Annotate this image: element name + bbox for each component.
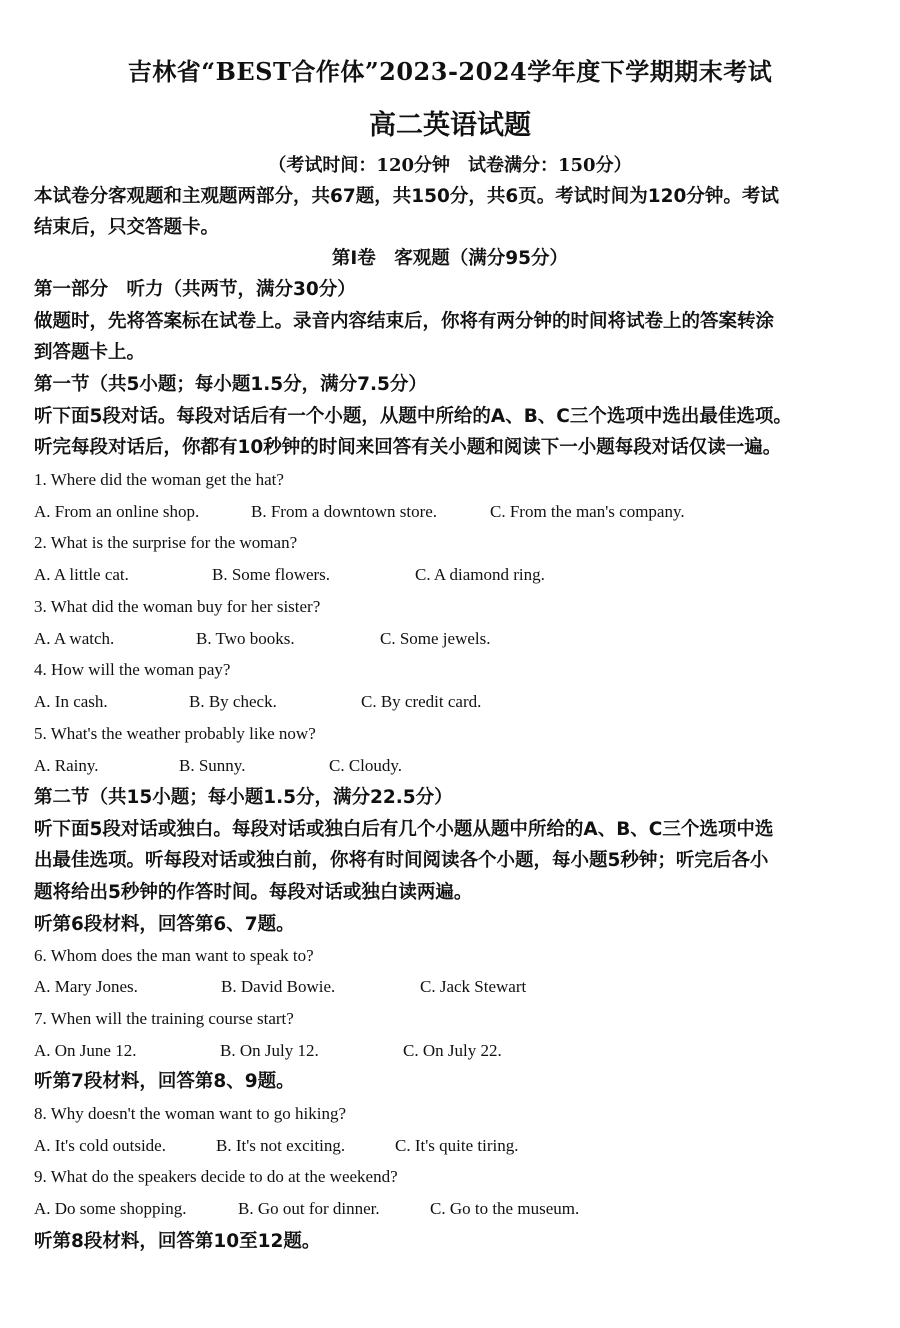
exam-meta: （考试时间：120分钟 试卷满分：150分） [268, 155, 632, 176]
intro-line-1: 本试卷分客观题和主观题两部分，共67题，共150分，共6页。考试时间为120分钟。考试 [34, 186, 779, 207]
part1-instruction-1: 做题时，先将答案标在试卷上。录音内容结束后，你将有两分钟的时间将试卷上的答案转涂 [34, 311, 775, 332]
option-3c: C. Some jewels. [380, 629, 491, 648]
option-5b: B. Sunny. [179, 756, 246, 775]
option-4c: C. By credit card. [361, 692, 482, 711]
options-6 [34, 977, 870, 997]
material-8-heading: 听第8段材料，回答第10至12题。 [34, 1231, 321, 1252]
option-9c: C. Go to the museum. [430, 1199, 580, 1218]
option-1b: B. From a downtown store. [251, 502, 438, 521]
volume-title: 第Ⅰ卷 客观题（满分95分） [331, 248, 569, 269]
section2-instruction-2: 出最佳选项。听每段对话或独白前，你将有时间阅读各个小题，每小题5秒钟；听完后各小 [34, 850, 769, 871]
options-5 [34, 756, 870, 776]
section1-instruction-1: 听下面5段对话。每段对话后有一个小题，从题中所给的A、B、C三个选项中选出最佳选项。 [34, 406, 792, 427]
part1-instruction-2: 到答题卡上。 [34, 342, 146, 363]
question-9: 9. What do the speakers decide to do at the weekend? [34, 1167, 398, 1186]
exam-subtitle: 高二英语试题 [369, 110, 531, 141]
options-4 [34, 692, 870, 712]
option-6b: B. David Bowie. [221, 977, 336, 996]
exam-title: 吉林省“BEST合作体”2023-2024学年度下学期期末考试 [127, 57, 773, 86]
option-4b: B. By check. [189, 692, 277, 711]
option-3a: A. A watch. [34, 629, 115, 648]
option-2a: A. A little cat. [34, 565, 129, 584]
option-7b: B. On July 12. [220, 1041, 319, 1060]
option-9b: B. Go out for dinner. [238, 1199, 380, 1218]
option-5a: A. Rainy. [34, 756, 99, 775]
options-9 [34, 1199, 870, 1219]
option-3b: B. Two books. [196, 629, 295, 648]
option-8a: A. It's cold outside. [34, 1136, 166, 1155]
option-8b: B. It's not exciting. [216, 1136, 346, 1155]
intro-line-2: 结束后，只交答题卡。 [34, 217, 220, 238]
option-1c: C. From the man's company. [490, 502, 685, 521]
option-6a: A. Mary Jones. [34, 977, 138, 996]
section2-instruction-3: 题将给出5秒钟的作答时间。每段对话或独白读两遍。 [34, 882, 473, 903]
question-2: 2. What is the surprise for the woman? [34, 533, 298, 552]
question-6: 6. Whom does the man want to speak to? [34, 946, 314, 965]
options-7 [34, 1041, 870, 1061]
options-8 [34, 1136, 870, 1156]
section2-heading: 第二节（共15小题；每小题1.5分，满分22.5分） [34, 787, 453, 808]
question-5: 5. What's the weather probably like now? [34, 724, 316, 743]
option-8c: C. It's quite tiring. [395, 1136, 519, 1155]
question-4: 4. How will the woman pay? [34, 660, 231, 679]
material-7-heading: 听第7段材料，回答第8、9题。 [34, 1071, 295, 1092]
option-9a: A. Do some shopping. [34, 1199, 187, 1218]
options-3 [34, 629, 870, 649]
material-6-heading: 听第6段材料，回答第6、7题。 [34, 914, 295, 935]
option-5c: C. Cloudy. [329, 756, 403, 775]
option-7c: C. On July 22. [403, 1041, 502, 1060]
section1-heading: 第一节（共5小题；每小题1.5分，满分7.5分） [34, 374, 427, 395]
section1-instruction-2: 听完每段对话后，你都有10秒钟的时间来回答有关小题和阅读下一小题每段对话仅读一遍。 [34, 437, 782, 458]
option-2c: C. A diamond ring. [415, 565, 545, 584]
option-7a: A. On June 12. [34, 1041, 137, 1060]
question-3: 3. What did the woman buy for her sister? [34, 597, 321, 616]
question-8: 8. Why doesn't the woman want to go hiking? [34, 1104, 347, 1123]
option-1a: A. From an online shop. [34, 502, 200, 521]
part1-heading: 第一部分 听力（共两节，满分30分） [34, 279, 356, 300]
question-7: 7. When will the training course start? [34, 1009, 294, 1028]
options-2 [34, 565, 870, 585]
section2-instruction-1: 听下面5段对话或独白。每段对话或独白后有几个小题从题中所给的A、B、C三个选项中选 [34, 819, 774, 840]
option-6c: C. Jack Stewart [420, 977, 527, 996]
question-1: 1. Where did the woman get the hat? [34, 470, 284, 489]
option-4a: A. In cash. [34, 692, 108, 711]
options-1 [34, 502, 870, 522]
option-2b: B. Some flowers. [212, 565, 331, 584]
